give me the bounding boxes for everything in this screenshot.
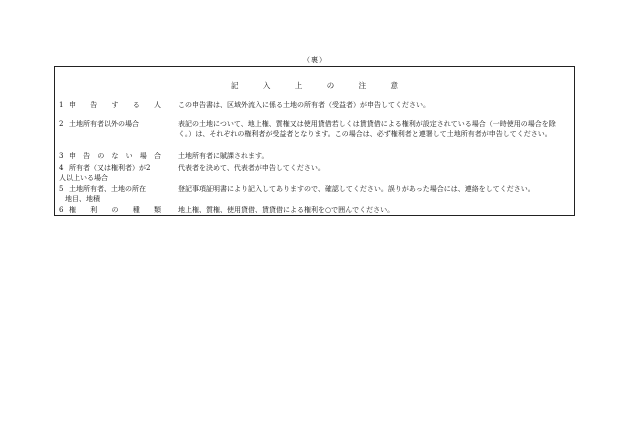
notes-title-char: 記 [231,81,239,90]
notes-title [55,80,574,91]
note-text: 代表者を決めて、代表者が申告してください。 [178,164,325,172]
note-text: 土地所有者に賦課されます。 [178,152,269,160]
note-text: この申告書は、区域外流入に係る土地の所有者（受益者）が申告してください。 [178,101,430,109]
note-number: 1 [59,101,64,109]
note-text: 登記事項証明書により記入してありますので、確認してください。誤りがあった場合には、連絡をしてください。 [178,185,535,193]
notes-title-char: の [326,81,335,90]
note-number: 2 [59,120,64,128]
note-label: 所有者（又は権利者）が2 人以上いる場合 [59,164,151,182]
note-number: 4 [59,164,64,172]
note-text: 地上権、質権、使用貸借、賃貸借による権利を○で囲んでください。 [178,206,395,214]
note-number: 3 [59,152,64,160]
note-number: 5 [59,185,64,193]
note-text: 表記の土地について、地上権、質権又は使用貸借若しくは賃貸借による権利が設定されている場合（一時使用の場合を除く。）は、それぞれの権利者が受益者となります。この場合は、必ず権利者と連署して土地所有者が申告してください。 [178,120,556,138]
page-side-label: （裏） [303,56,327,64]
note-label: 土地所有者、土地の所在 地目、地積 [65,185,146,203]
note-label: 権 利 の 種 類 [69,206,161,214]
notes-title-char: 上 [294,81,303,90]
notes-box [54,66,575,216]
note-label: 申 告 の な い 場 合 [69,152,161,160]
note-number: 6 [59,206,64,214]
notes-title-char: 注 [358,81,367,90]
note-label: 申 告 す る 人 [69,101,161,109]
notes-title-char: 意 [390,81,398,90]
notes-title-char: 入 [262,81,271,90]
note-label: 土地所有者以外の場合 [69,120,139,128]
